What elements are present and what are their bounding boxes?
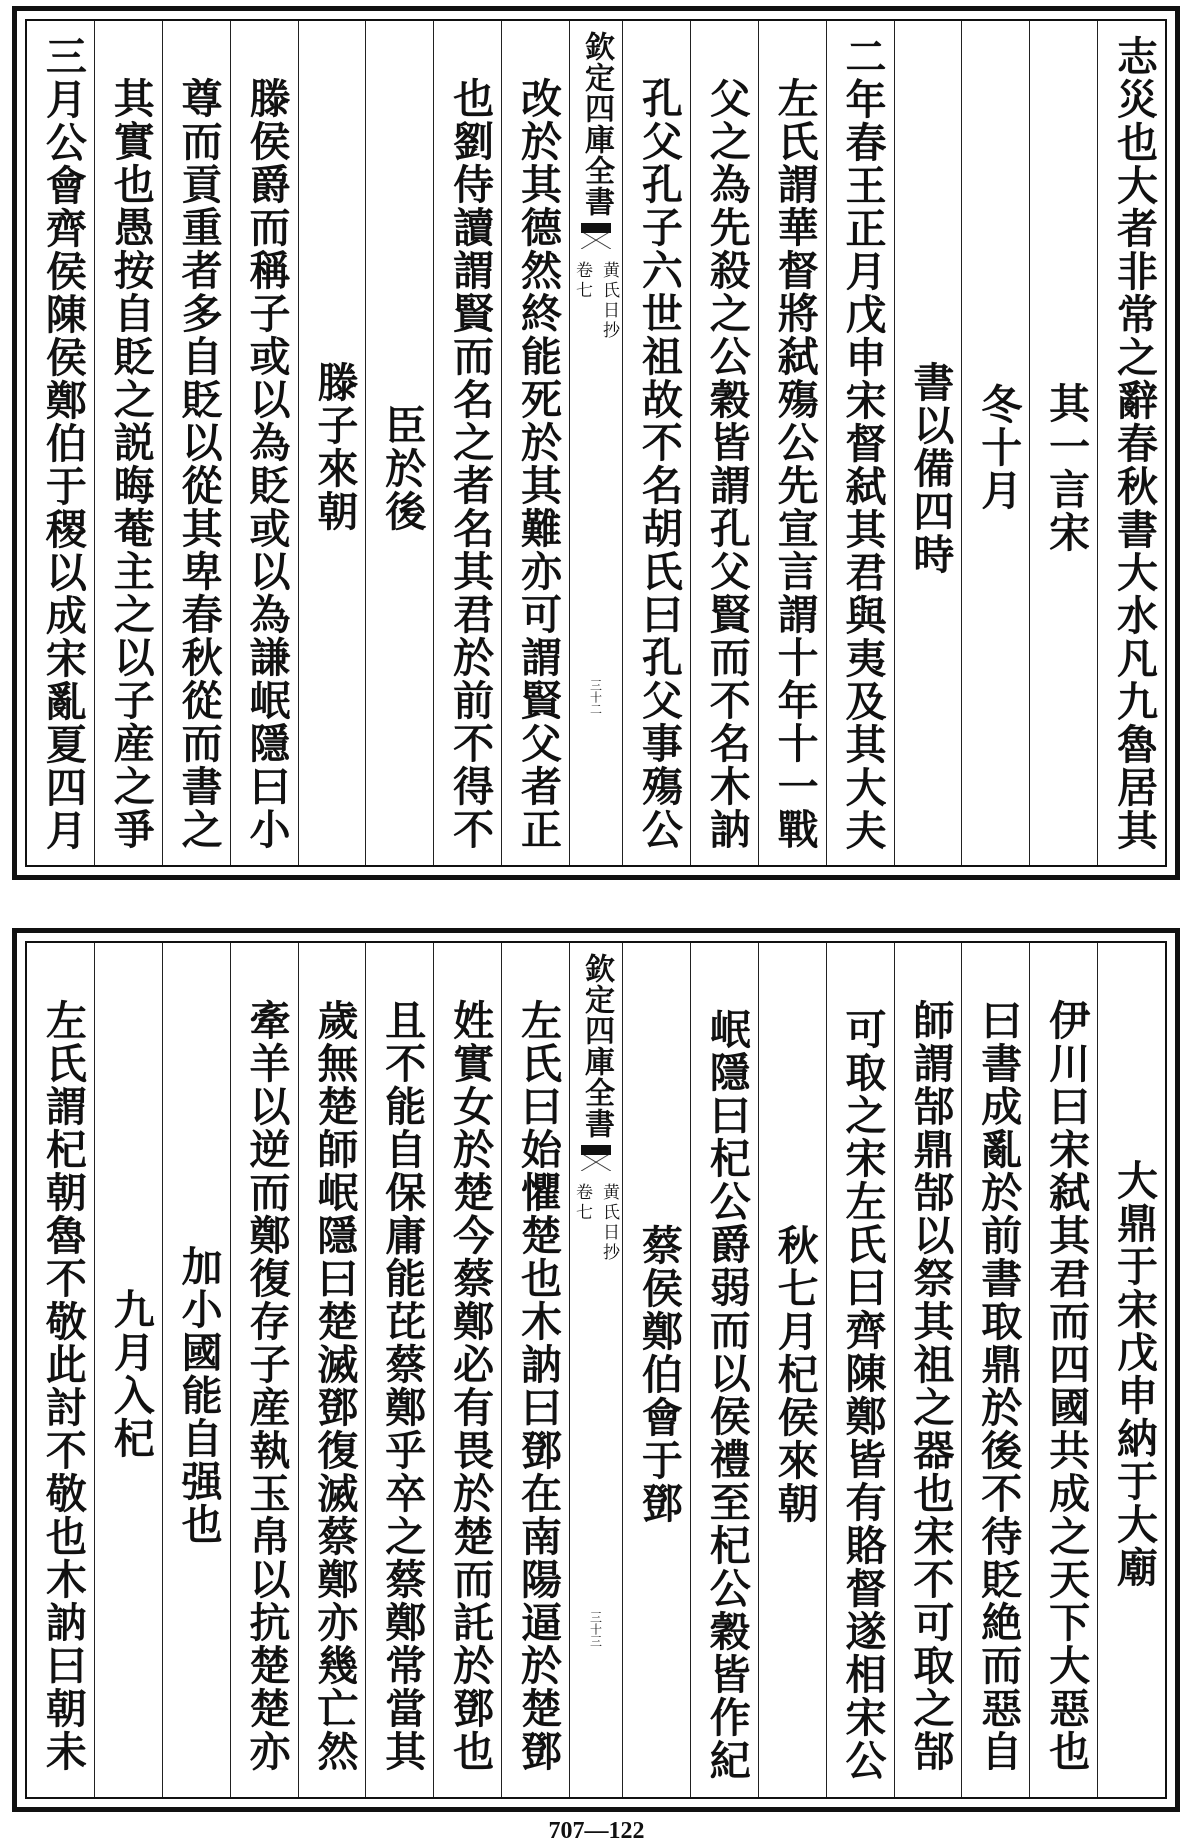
column-text: 左氏謂華督將弑殤公先宣言謂十年十一戰 xyxy=(770,77,819,851)
text-column xyxy=(94,21,162,865)
text-column xyxy=(27,943,94,1797)
text-column xyxy=(961,943,1029,1797)
column-text: 父之為先殺之公穀皆謂孔父賢而不名木訥 xyxy=(702,77,751,851)
book-title: 欽定四庫全書 xyxy=(579,953,614,1139)
column-text: 岷隱曰杞公爵弱而以侯禮至杞公穀皆作紀 xyxy=(702,1008,751,1782)
text-column xyxy=(690,21,758,865)
center-fold xyxy=(569,943,622,1797)
column-text: 左氏謂杞朝魯不敬此討不敬也木訥曰朝未 xyxy=(38,999,87,1773)
bottom-page-frame xyxy=(25,941,1167,1799)
text-column xyxy=(622,943,690,1797)
bottom-page xyxy=(12,928,1180,1812)
column-text: 臣於後 xyxy=(378,403,427,533)
column-text: 師謂郜鼎郜以祭其祖之器也宋不可取之郜 xyxy=(906,999,955,1773)
leaf-number: 三十三 xyxy=(588,1611,603,1647)
text-column xyxy=(298,943,366,1797)
column-text: 曰書成亂於前書取鼎於後不待貶絶而惡自 xyxy=(974,999,1023,1773)
volume-number: 卷七 xyxy=(572,261,592,301)
column-text: 冬十月 xyxy=(974,382,1023,512)
text-column xyxy=(826,943,894,1797)
work-title: 黄氏日抄 xyxy=(599,261,619,341)
column-text: 其一言宋 xyxy=(1042,382,1091,554)
volume-number: 卷七 xyxy=(572,1183,592,1223)
leaf-number: 三十二 xyxy=(588,679,603,715)
column-text: 大鼎于宋戊申納于大廟 xyxy=(1110,1159,1158,1589)
text-column xyxy=(961,21,1029,865)
text-column xyxy=(690,943,758,1797)
column-text: 且不能自保庸能芘蔡鄭乎卒之蔡鄭常當其 xyxy=(378,999,427,1773)
column-text: 左氏曰始懼楚也木訥曰鄧在南陽逼於楚鄧 xyxy=(514,999,562,1773)
column-text: 滕侯爵而稱子或以為貶或以為謙岷隱曰小 xyxy=(242,77,291,851)
column-text: 加小國能自强也 xyxy=(174,1244,223,1546)
text-column xyxy=(298,21,366,865)
fishtail-mark-icon xyxy=(581,1145,611,1171)
text-column xyxy=(1029,943,1097,1797)
column-text: 秋七月杞侯來朝 xyxy=(770,1223,819,1525)
volume-label xyxy=(570,1183,622,1263)
column-text: 滕子來朝 xyxy=(310,361,359,533)
text-column xyxy=(230,943,298,1797)
column-text: 尊而貢重者多自貶以從其卑春秋從而書之 xyxy=(174,77,223,851)
text-column xyxy=(501,943,569,1797)
center-fold xyxy=(569,21,622,865)
column-text: 牽羊以逆而鄭復存子産執玉帛以抗楚楚亦 xyxy=(242,999,291,1773)
column-text: 九月入杞 xyxy=(106,1288,155,1460)
book-title: 欽定四庫全書 xyxy=(579,31,614,217)
text-column xyxy=(758,21,826,865)
text-column xyxy=(162,21,230,865)
top-page-frame xyxy=(25,19,1167,867)
text-column xyxy=(230,21,298,865)
work-title: 黄氏日抄 xyxy=(599,1183,619,1263)
text-column xyxy=(894,21,962,865)
column-text: 孔父孔子六世祖故不名胡氏曰孔父事殤公 xyxy=(634,77,683,851)
volume-label xyxy=(570,261,622,341)
column-text: 也劉侍讀謂賢而名之者名其君於前不得不 xyxy=(446,77,495,851)
column-text: 書以備四時 xyxy=(906,360,955,576)
text-column xyxy=(894,943,962,1797)
top-page xyxy=(12,6,1180,880)
text-column xyxy=(1097,21,1165,865)
text-column xyxy=(501,21,569,865)
column-text: 可取之宋左氏曰齊陳鄭皆有賂督遂相宋公 xyxy=(838,1008,887,1782)
text-column xyxy=(162,943,230,1797)
text-column xyxy=(758,943,826,1797)
text-column xyxy=(365,943,433,1797)
page-footer-number: 707—122 xyxy=(548,1818,645,1844)
column-text: 伊川曰宋弑其君而四國共成之天下大惡也 xyxy=(1042,999,1091,1773)
column-text: 志災也大者非常之辭春秋書大水凡九魯居其 xyxy=(1110,35,1158,852)
text-column xyxy=(365,21,433,865)
text-column xyxy=(1097,943,1165,1797)
column-text: 其實也愚按自貶之説晦菴主之以子産之爭 xyxy=(106,77,155,851)
column-text: 三月公會齊侯陳侯鄭伯于稷以成宋亂夏四月 xyxy=(38,35,87,852)
text-column xyxy=(826,21,894,865)
fishtail-mark-icon xyxy=(581,223,611,249)
column-text: 歲無楚師岷隱曰楚滅鄧復滅蔡鄭亦幾亡然 xyxy=(310,999,359,1773)
text-column xyxy=(433,943,501,1797)
text-column xyxy=(622,21,690,865)
text-column xyxy=(1029,21,1097,865)
column-text: 改於其德然終能死於其難亦可謂賢父者正 xyxy=(514,77,562,851)
column-text: 蔡侯鄭伯會于鄧 xyxy=(634,1223,683,1525)
text-column xyxy=(94,943,162,1797)
text-column xyxy=(433,21,501,865)
column-text: 姓實女於楚今蔡鄭必有畏於楚而託於鄧也 xyxy=(446,999,495,1773)
text-column xyxy=(27,21,94,865)
column-text: 二年春王正月戊申宋督弑其君與夷及其大夫 xyxy=(838,35,887,852)
